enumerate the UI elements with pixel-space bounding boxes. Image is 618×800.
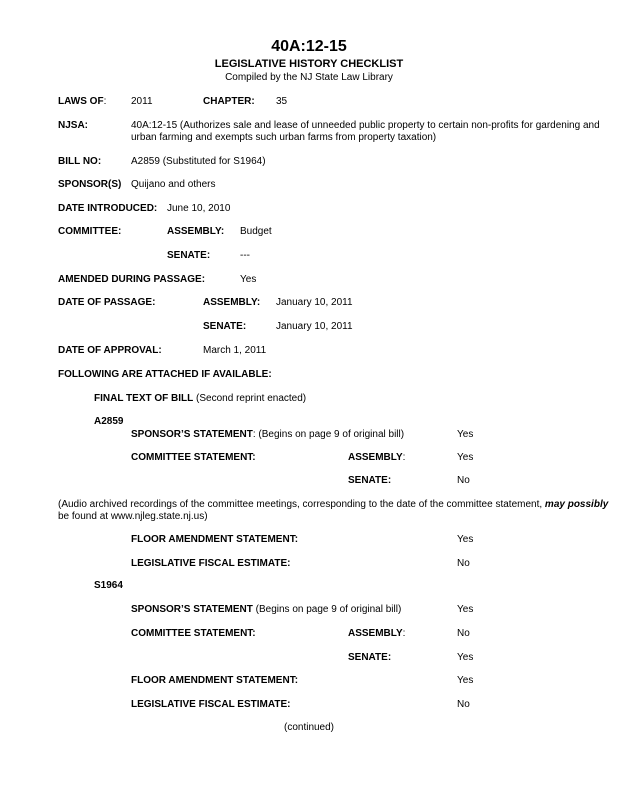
committee-assembly-value: Budget <box>240 226 272 237</box>
attached-heading: FOLLOWING ARE ATTACHED IF AVAILABLE: <box>58 369 272 380</box>
a2859-fiscal-estimate-label: LEGISLATIVE FISCAL ESTIMATE: <box>131 558 291 569</box>
laws-of-value: 2011 <box>131 96 153 107</box>
s1964-committee-assembly-label: ASSEMBLY: <box>348 628 406 639</box>
s1964-sponsor-statement: SPONSOR’S STATEMENT (Begins on page 9 of original bill) <box>131 604 402 615</box>
amended-label: AMENDED DURING PASSAGE: <box>58 274 206 285</box>
statute-number: 40A:12-15 <box>271 38 347 55</box>
passage-senate-label: SENATE: <box>203 321 247 332</box>
sponsor-value: Quijano and others <box>131 179 216 190</box>
amended-value: Yes <box>240 274 257 285</box>
a2859-fiscal-estimate-value: No <box>457 558 470 569</box>
committee-label: COMMITTEE: <box>58 226 122 237</box>
continued-note: (continued) <box>283 722 335 733</box>
final-text-line: FINAL TEXT OF BILL (Second reprint enacted) <box>94 393 307 404</box>
njsa-label: NJSA: <box>58 120 89 131</box>
s1964-floor-amendment-value: Yes <box>457 675 474 686</box>
bill-a2859-heading: A2859 <box>94 416 124 427</box>
s1964-sponsor-value: Yes <box>457 604 474 615</box>
njsa-description-line1: 40A:12-15 (Authorizes sale and lease of unneeded public property to certain non-profits for gardening and <box>131 120 600 131</box>
a2859-sponsor-statement: SPONSOR’S STATEMENT: (Begins on page 9 of original bill) <box>131 429 405 440</box>
date-introduced-value: June 10, 2010 <box>167 203 231 214</box>
date-introduced-label: DATE INTRODUCED: <box>58 203 158 214</box>
s1964-floor-amendment-label: FLOOR AMENDMENT STATEMENT: <box>131 675 299 686</box>
passage-senate-value: January 10, 2011 <box>276 321 353 332</box>
a2859-floor-amendment-label: FLOOR AMENDMENT STATEMENT: <box>131 534 299 545</box>
s1964-committee-senate-value: Yes <box>457 652 474 663</box>
audio-note-line2: be found at www.njleg.state.nj.us) <box>58 511 208 522</box>
passage-assembly-value: January 10, 2011 <box>276 297 353 308</box>
a2859-floor-amendment-value: Yes <box>457 534 474 545</box>
njsa-description-line2: urban farming and exempts such urban farms from property taxation) <box>131 132 437 143</box>
document-subtitle: Compiled by the NJ State Law Library <box>225 72 393 83</box>
laws-of-label: LAWS OF: <box>58 96 107 107</box>
a2859-committee-assembly-label: ASSEMBLY: <box>348 452 406 463</box>
bill-no-label: BILL NO: <box>58 156 102 167</box>
approval-value: March 1, 2011 <box>203 345 267 356</box>
s1964-committee-assembly-value: No <box>457 628 470 639</box>
a2859-committee-statement-label: COMMITTEE STATEMENT: <box>131 452 256 463</box>
bill-s1964-heading: S1964 <box>94 580 123 591</box>
passage-label: DATE OF PASSAGE: <box>58 297 156 308</box>
s1964-fiscal-estimate-label: LEGISLATIVE FISCAL ESTIMATE: <box>131 699 291 710</box>
approval-label: DATE OF APPROVAL: <box>58 345 162 356</box>
chapter-value: 35 <box>276 96 288 107</box>
committee-senate-value: --- <box>240 250 250 261</box>
sponsor-label: SPONSOR(S) <box>58 179 122 190</box>
committee-assembly-label: ASSEMBLY: <box>167 226 225 237</box>
a2859-committee-senate-label: SENATE: <box>348 475 392 486</box>
a2859-sponsor-value: Yes <box>457 429 474 440</box>
chapter-label: CHAPTER: <box>203 96 255 107</box>
s1964-fiscal-estimate-value: No <box>457 699 470 710</box>
bill-no-value: A2859 (Substituted for S1964) <box>131 156 266 167</box>
s1964-committee-senate-label: SENATE: <box>348 652 392 663</box>
passage-assembly-label: ASSEMBLY: <box>203 297 261 308</box>
a2859-committee-senate-value: No <box>457 475 470 486</box>
audio-note-line1: (Audio archived recordings of the committee meetings, corresponding to the date of the committee statement, may possibly <box>58 499 609 510</box>
a2859-committee-assembly-value: Yes <box>457 452 474 463</box>
document-title: LEGISLATIVE HISTORY CHECKLIST <box>214 58 404 70</box>
committee-senate-label: SENATE: <box>167 250 211 261</box>
s1964-committee-statement-label: COMMITTEE STATEMENT: <box>131 628 256 639</box>
